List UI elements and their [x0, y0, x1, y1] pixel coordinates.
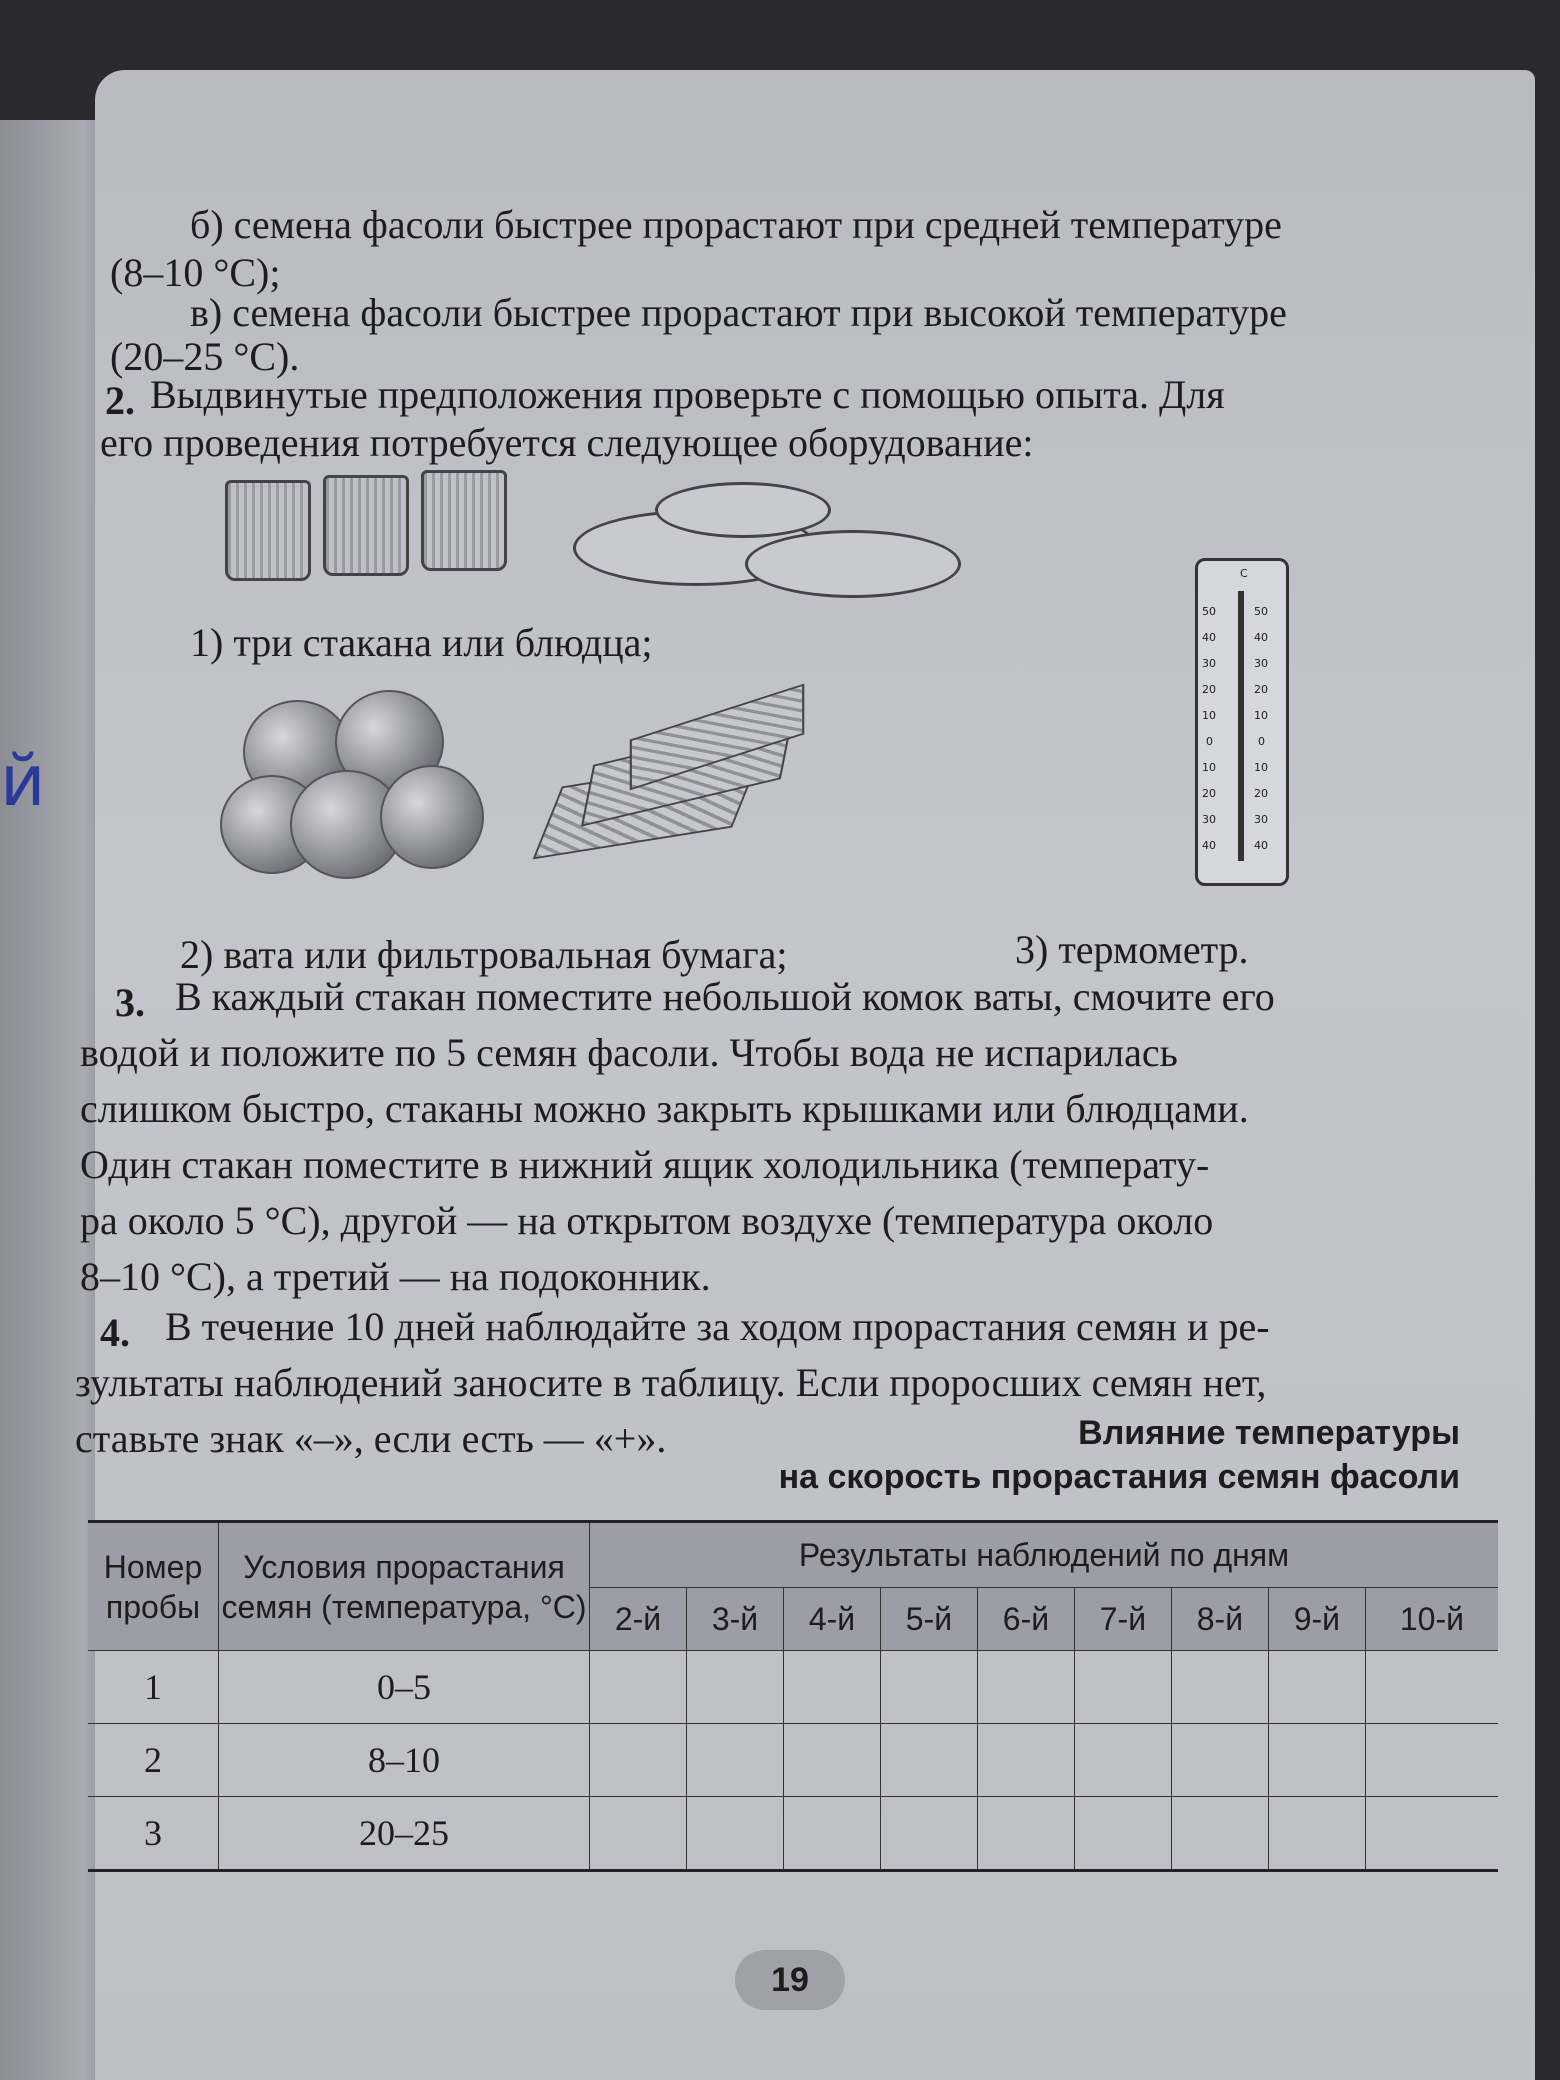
result-cell[interactable] — [1268, 1651, 1365, 1724]
result-cell[interactable] — [1074, 1651, 1171, 1724]
step-3-line6: 8–10 °С), а третий — на подоконник. — [80, 1254, 711, 1299]
step-4-number: 4. — [100, 1310, 130, 1355]
step-2-line2: его проведения потребуется следующее оборудование: — [100, 420, 1034, 465]
sample-number: 1 — [88, 1651, 219, 1724]
table-row — [88, 1651, 1498, 1724]
cotton-ball-icon — [380, 765, 484, 869]
thermo-right-tick: 10 — [1254, 761, 1268, 774]
dish-icon — [655, 482, 831, 538]
step-3-line3: слишком быстро, стаканы можно закрыть крышками или блюдцами. — [80, 1086, 1249, 1131]
thermo-left-tick: 0 — [1206, 735, 1213, 748]
thermo-left-tick: 30 — [1202, 813, 1216, 826]
header-day: 7-й — [1074, 1588, 1171, 1651]
thermo-left-tick: 40 — [1202, 631, 1216, 644]
header-day: 6-й — [977, 1588, 1074, 1651]
header-conditions: Условия прорастания семян (температура, °С) — [219, 1522, 590, 1651]
thermo-left-tick: 40 — [1202, 839, 1216, 852]
result-cell[interactable] — [880, 1651, 977, 1724]
glass-icon — [421, 470, 507, 571]
header-day: 4-й — [783, 1588, 880, 1651]
table-row — [88, 1724, 1498, 1797]
hypothesis-b-line1: б) семена фасоли быстрее прорастают при средней температуре — [190, 202, 1282, 247]
header-results: Результаты наблюдений по дням — [590, 1522, 1499, 1588]
result-cell[interactable] — [977, 1724, 1074, 1797]
equipment-1: 1) три стакана или блюдца; — [190, 620, 653, 665]
result-cell[interactable] — [1365, 1724, 1498, 1797]
observation-table — [88, 1520, 1498, 1872]
thermo-right-tick: 0 — [1258, 735, 1265, 748]
thermo-left-tick: 10 — [1202, 709, 1216, 722]
result-cell[interactable] — [1171, 1797, 1268, 1871]
thermo-left-tick: 10 — [1202, 761, 1216, 774]
result-cell[interactable] — [686, 1797, 783, 1871]
step-2-line1: Выдвинутые предположения проверьте с помощью опыта. Для — [150, 372, 1225, 417]
sample-temperature: 8–10 — [219, 1724, 590, 1797]
result-cell[interactable] — [1365, 1651, 1498, 1724]
step-2-number: 2. — [105, 378, 135, 423]
result-cell[interactable] — [1365, 1797, 1498, 1871]
thermo-right-tick: 20 — [1254, 683, 1268, 696]
thermometer-illustration — [1195, 558, 1289, 886]
result-cell[interactable] — [783, 1724, 880, 1797]
header-day: 3-й — [686, 1588, 783, 1651]
equipment-2: 2) вата или фильтровальная бумага; — [180, 932, 788, 977]
hypothesis-b-line2: (8–10 °С); — [110, 250, 281, 295]
table-title-line1: Влияние температуры — [1078, 1414, 1460, 1452]
header-day: 9-й — [1268, 1588, 1365, 1651]
header-day: 10-й — [1365, 1588, 1498, 1651]
glass-icon — [225, 480, 311, 581]
sample-number: 2 — [88, 1724, 219, 1797]
thermo-left-tick: 20 — [1202, 787, 1216, 800]
glass-icon — [323, 475, 409, 576]
step-3-line5: ра около 5 °С), другой — на открытом воздухе (температура около — [80, 1198, 1214, 1243]
result-cell[interactable] — [686, 1651, 783, 1724]
result-cell[interactable] — [1074, 1797, 1171, 1871]
result-cell[interactable] — [977, 1651, 1074, 1724]
result-cell[interactable] — [977, 1797, 1074, 1871]
result-cell[interactable] — [686, 1724, 783, 1797]
thermo-right-tick: 20 — [1254, 787, 1268, 800]
thermo-right-tick: 50 — [1254, 605, 1268, 618]
thermo-right-tick: 10 — [1254, 709, 1268, 722]
thermo-left-tick: 30 — [1202, 657, 1216, 670]
step-4-line2: зультаты наблюдений заносите в таблицу. Если проросших семян нет, — [75, 1360, 1267, 1405]
step-3-line1: В каждый стакан поместите небольшой комок ваты, смочите его — [175, 974, 1275, 1019]
step-4-line3: ставьте знак «–», если есть — «+». — [75, 1416, 667, 1461]
header-day: 8-й — [1171, 1588, 1268, 1651]
result-cell[interactable] — [783, 1651, 880, 1724]
equipment-3: 3) термометр. — [1015, 927, 1249, 972]
table-title-line2: на скорость прорастания семян фасоли — [778, 1458, 1460, 1496]
hypothesis-v-line1: в) семена фасоли быстрее прорастают при высокой температуре — [190, 290, 1287, 335]
thermo-right-tick: 40 — [1254, 631, 1268, 644]
step-4-line1: В течение 10 дней наблюдайте за ходом прорастания семян и ре- — [165, 1304, 1270, 1349]
thermo-left-tick: 20 — [1202, 683, 1216, 696]
sample-temperature: 20–25 — [219, 1797, 590, 1871]
thermo-right-tick: 30 — [1254, 813, 1268, 826]
thermometer-unit: C — [1240, 567, 1248, 580]
step-3-line2: водой и положите по 5 семян фасоли. Чтобы вода не испарилась — [80, 1030, 1178, 1075]
handwritten-mark: й — [0, 740, 46, 822]
header-day: 2-й — [590, 1588, 687, 1651]
thermometer-column — [1238, 591, 1244, 861]
step-3-line4: Один стакан поместите в нижний ящик холодильника (температу- — [80, 1142, 1210, 1187]
dish-icon — [745, 530, 961, 598]
result-cell[interactable] — [590, 1797, 687, 1871]
result-cell[interactable] — [1268, 1724, 1365, 1797]
header-sample-number: Номер пробы — [88, 1522, 219, 1651]
hypothesis-v-line2: (20–25 °С). — [110, 334, 300, 379]
result-cell[interactable] — [590, 1651, 687, 1724]
result-cell[interactable] — [880, 1724, 977, 1797]
result-cell[interactable] — [1074, 1724, 1171, 1797]
header-day: 5-й — [880, 1588, 977, 1651]
result-cell[interactable] — [783, 1797, 880, 1871]
thermo-right-tick: 30 — [1254, 657, 1268, 670]
thermo-right-tick: 40 — [1254, 839, 1268, 852]
result-cell[interactable] — [1268, 1797, 1365, 1871]
sample-number: 3 — [88, 1797, 219, 1871]
result-cell[interactable] — [1171, 1651, 1268, 1724]
table-row — [88, 1797, 1498, 1871]
thermo-left-tick: 50 — [1202, 605, 1216, 618]
result-cell[interactable] — [1171, 1724, 1268, 1797]
result-cell[interactable] — [590, 1724, 687, 1797]
page-number: 19 — [735, 1950, 845, 2010]
sample-temperature: 0–5 — [219, 1651, 590, 1724]
step-3-number: 3. — [115, 980, 145, 1025]
result-cell[interactable] — [880, 1797, 977, 1871]
